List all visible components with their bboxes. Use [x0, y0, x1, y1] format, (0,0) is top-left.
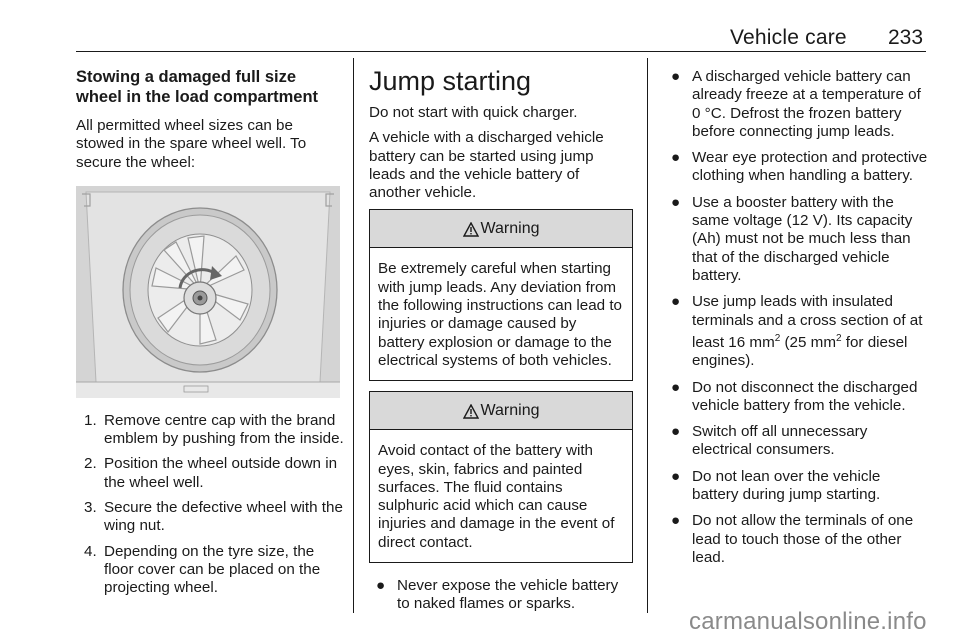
warning-box-2: [369, 391, 633, 563]
jump-start-bullets: [369, 577, 633, 614]
section-heading-stowing-wheel: Stowing a damaged full size wheel in the load compartment: [76, 68, 319, 106]
bullet-text: Do not allow the terminals of one lead to touch those of the other lead.: [692, 512, 914, 566]
list-item: [664, 68, 930, 141]
step-text: Secure the defective wheel with the wing nut.: [104, 499, 343, 535]
bullet-text: Switch off all unnecessary electrical consumers.: [692, 423, 868, 459]
list-item: [76, 543, 344, 598]
warning-label: Warning: [480, 219, 540, 237]
list-item: [664, 293, 930, 370]
list-item: [369, 577, 633, 614]
superscript-2: 2: [835, 332, 842, 344]
bullet-text: Wear eye protection and protective clothing when handling a battery.: [692, 149, 928, 185]
bullet-icon: ●: [376, 577, 386, 595]
page-number: 233: [888, 26, 924, 49]
list-item: [76, 412, 344, 449]
step-text: Depending on the tyre size, the floor cover can be placed on the projecting wheel.: [104, 542, 321, 597]
bullet-text: A discharged vehicle battery can already freeze at a temperature of 0 °C. Defrost the frozen battery before connecting jump leads.: [692, 68, 921, 140]
bullet-text: Do not disconnect the discharged vehicle battery from the vehicle.: [692, 378, 918, 414]
bullet-icon: ●: [671, 193, 681, 211]
jump-leads-text-b: (25 mm: [780, 333, 836, 351]
bullet-icon: ●: [671, 378, 681, 396]
stowing-intro: All permitted wheel sizes can be stowed in the spare wheel well. To secure the wheel:: [76, 117, 307, 171]
list-item: [664, 194, 930, 285]
jump-start-intro: A vehicle with a discharged vehicle battery can be started using jump leads and the vehicle battery of another vehicle.: [369, 129, 604, 202]
step-number: 3.: [84, 499, 97, 517]
left-column: [76, 68, 344, 605]
bullet-icon: ●: [671, 467, 681, 485]
watermark-text: carmanualsonline.info: [689, 608, 927, 635]
stowing-steps-list: [76, 412, 344, 598]
warning-header: [370, 210, 632, 248]
header-rule: [76, 51, 926, 52]
step-text: Position the wheel outside down in the wheel well.: [104, 455, 338, 491]
warning-text: Avoid contact of the battery with eyes, skin, fabrics and painted surfaces. The fluid contains sulphuric acid which can cause injuries and damage in the event of direct contact.: [378, 442, 615, 551]
column-divider-right: [647, 58, 648, 613]
warning-triangle-icon: [463, 404, 479, 419]
bullet-icon: ●: [671, 512, 681, 530]
bullet-text: Do not lean over the vehicle battery during jump starting.: [692, 467, 881, 503]
safety-bullets: [664, 68, 930, 567]
section-heading-jump-starting: Jump starting: [369, 66, 532, 96]
bullet-icon: ●: [671, 293, 681, 311]
list-item: [664, 468, 930, 505]
middle-column: [369, 66, 633, 622]
jump-start-note: Do not start with quick charger.: [369, 104, 578, 121]
warning-triangle-icon: [463, 222, 479, 237]
bullet-text: Never expose the vehicle battery to naked flames or sparks.: [397, 577, 619, 613]
list-item: [664, 149, 930, 186]
column-divider-left: [353, 58, 354, 613]
list-item: [664, 379, 930, 416]
warning-text: Be extremely careful when starting with jump leads. Any deviation from the following instructions can lead to injuries or damage caused by battery explosion or damage to the electrical systems of both vehicles.: [378, 260, 622, 369]
list-item: [76, 455, 344, 492]
spare-wheel-illustration: [76, 186, 340, 398]
step-number: 4.: [84, 542, 97, 560]
step-text: Remove centre cap with the brand emblem by pushing from the inside.: [104, 411, 344, 448]
step-number: 2.: [84, 455, 97, 473]
page-header-title: Vehicle care: [730, 26, 847, 49]
warning-box-1: [369, 209, 633, 381]
jump-leads-text-a: Use jump leads with insulated terminals and a cross section of at least 16 mm: [692, 293, 923, 351]
bullet-icon: ●: [671, 423, 681, 441]
warning-header: [370, 392, 632, 430]
superscript-2: 2: [774, 332, 781, 344]
bullet-text-jump-leads: [692, 293, 922, 369]
bullet-icon: ●: [671, 68, 681, 85]
warning-label: Warning: [480, 401, 540, 419]
step-number: 1.: [84, 411, 97, 429]
bullet-icon: ●: [671, 149, 681, 167]
list-item: [76, 499, 344, 536]
jump-leads-text-c: for diesel engines).: [692, 333, 908, 370]
bullet-text: Use a booster battery with the same voltage (12 V). Its capacity (Ah) must not be much less than that of the discharged vehicle battery.: [692, 193, 913, 284]
list-item: [664, 423, 930, 460]
right-column: [664, 68, 930, 575]
list-item: [664, 512, 930, 567]
